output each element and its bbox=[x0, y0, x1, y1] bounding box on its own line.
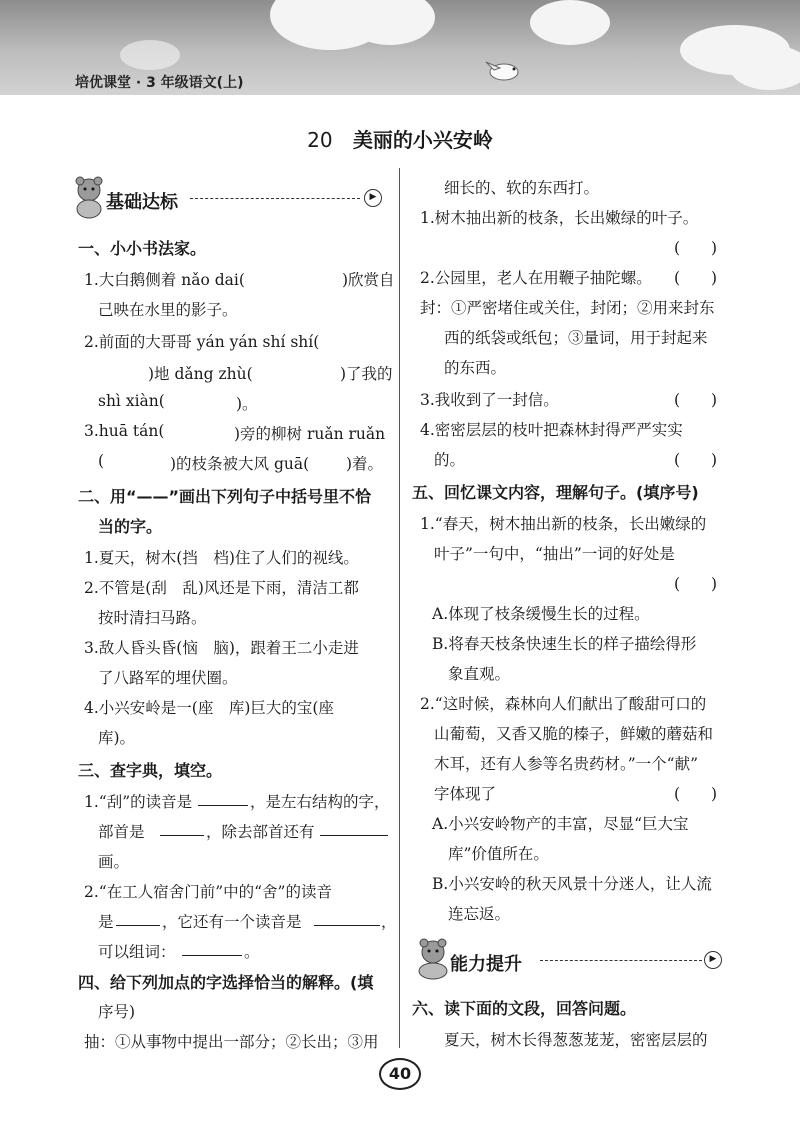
bird-icon bbox=[484, 56, 524, 84]
section-2-title: 二、用“——”画出下列句子中括号里不恰 bbox=[78, 487, 372, 506]
bear-mascot-icon bbox=[72, 176, 106, 220]
column-divider bbox=[399, 168, 400, 1048]
book-title: 培优课堂 · 3 年级语文(上) bbox=[75, 75, 244, 91]
cloud-decoration bbox=[530, 0, 610, 45]
section-5-title: 五、回忆课文内容，理解句子。(填序号) bbox=[412, 483, 699, 502]
page-number: 40 bbox=[379, 1058, 421, 1090]
q3-1-start: 1.“刮”的读音是 bbox=[84, 793, 193, 811]
q1-3-mid: )旁的柳树 ruǎn ruǎn bbox=[234, 425, 386, 443]
q2-3: 3.敌人昏头昏(恼 脑)，跟着王二小走进 bbox=[84, 639, 359, 657]
cloud-decoration bbox=[120, 40, 180, 70]
q1-1-cont: 己映在水里的影子。 bbox=[98, 301, 238, 319]
answer-blank[interactable] bbox=[320, 822, 388, 836]
q5-2-option-a-cont: 库”价值所在。 bbox=[448, 845, 549, 863]
q2-2: 2.不管是(刮 乱)风还是下雨，清洁工都 bbox=[84, 579, 359, 597]
section-2-title-cont: 当的字。 bbox=[98, 517, 163, 536]
lesson-number: 20 bbox=[307, 128, 333, 152]
reading-passage: 夏天，树木长得葱葱茏茏，密密层层的 bbox=[444, 1031, 708, 1049]
q3-1-cont: 部首是 bbox=[98, 823, 145, 841]
answer-bracket[interactable]: ( ) bbox=[674, 785, 718, 803]
q5-1: 1.“春天，树木抽出新的枝条，长出嫩绿的 bbox=[420, 515, 707, 533]
answer-bracket[interactable]: ( ) bbox=[674, 451, 718, 469]
banner-label: 能力提升 bbox=[450, 954, 522, 975]
q5-2: 2.“这时候，森林向人们献出了酸甜可口的 bbox=[420, 695, 707, 713]
q1-2-start: 2.前面的大哥哥 yán yán shí shí( bbox=[84, 333, 320, 351]
q2-4-cont: 库)。 bbox=[98, 729, 136, 747]
lesson-name: 美丽的小兴安岭 bbox=[352, 128, 493, 152]
answer-blank[interactable] bbox=[116, 912, 160, 926]
page-header bbox=[0, 0, 800, 95]
q5-2-option-b: B.小兴安岭的秋天风景十分迷人，让人流 bbox=[432, 875, 712, 893]
bear-mascot-icon bbox=[416, 938, 450, 982]
def-chou: 抽：①从事物中提出一部分；②长出；③用 bbox=[84, 1033, 379, 1051]
basic-banner bbox=[72, 176, 384, 222]
answer-bracket[interactable]: ( ) bbox=[674, 269, 718, 287]
q4-4-cont: 的。 bbox=[434, 451, 466, 469]
section-6-title: 六、读下面的文段，回答问题。 bbox=[412, 999, 637, 1018]
q5-1-option-b: B.将春天枝条快速生长的样子描绘得形 bbox=[432, 635, 697, 653]
banner-label: 基础达标 bbox=[106, 192, 178, 213]
section-3-title: 三、查字典，填空。 bbox=[78, 761, 223, 780]
q1-2-end: shì xiàn( bbox=[98, 392, 165, 410]
q5-2-option-b-cont: 连忘返。 bbox=[448, 905, 511, 923]
banner-dash bbox=[540, 960, 702, 961]
q3-1-mid: ，是左右结构的字， bbox=[250, 793, 390, 811]
answer-blank[interactable] bbox=[160, 822, 204, 836]
def-feng-cont: 西的纸袋或纸包；③量词，用于封起来 bbox=[444, 329, 708, 347]
def-feng: 封：①严密堵住或关住，封闭；②用来封东 bbox=[420, 299, 715, 317]
q1-3-start: 3.huā tán( bbox=[84, 422, 165, 440]
q3-2-start: 2.“在工人宿舍门前”中的“舍”的读音 bbox=[84, 883, 332, 901]
q2-2-cont: 按时清扫马路。 bbox=[98, 609, 207, 627]
q4-4: 4.密密层层的枝叶把森林封得严严实实 bbox=[420, 421, 683, 439]
q1-3-mid2: )的枝条被大风 guā( bbox=[170, 455, 310, 473]
q3-2-comma: ， bbox=[381, 913, 397, 931]
play-icon: ▶ bbox=[364, 189, 382, 207]
q1-3-end: )着。 bbox=[346, 455, 384, 473]
ability-banner bbox=[416, 938, 726, 984]
q3-1-mid2: ，除去部首还有 bbox=[206, 823, 315, 841]
q5-2-line3: 木耳，还有人参等名贵药材。”一个“献” bbox=[434, 755, 699, 773]
def-chou-cont: 细长的、软的东西打。 bbox=[444, 179, 600, 197]
section-4-title: 四、给下列加点的字选择恰当的解释。(填 bbox=[78, 973, 374, 992]
q4-3: 3.我收到了一封信。 bbox=[420, 391, 559, 409]
q1-1-end: )欣赏自 bbox=[342, 271, 395, 289]
q2-4: 4.小兴安岭是一(座 库)巨大的宝(座 bbox=[84, 699, 334, 717]
q5-2-line4: 字体现了 bbox=[434, 785, 497, 803]
q2-1: 1.夏天，树木(挡 档)住了人们的视线。 bbox=[84, 549, 359, 567]
q5-2-option-a: A.小兴安岭物产的丰富，尽显“巨大宝 bbox=[432, 815, 689, 833]
answer-bracket[interactable]: ( ) bbox=[674, 391, 718, 409]
q3-2-mid: ，它还有一个读音是 bbox=[162, 913, 302, 931]
play-icon: ▶ bbox=[704, 951, 722, 969]
section-1-title: 一、小小书法家。 bbox=[78, 239, 207, 258]
section-4-title-cont: 序号) bbox=[98, 1003, 136, 1021]
q3-2-cont: 是 bbox=[98, 913, 114, 931]
def-feng-end: 的东西。 bbox=[444, 359, 507, 377]
q1-2-end2: )。 bbox=[236, 395, 258, 413]
lesson-title bbox=[0, 124, 800, 153]
q4-2: 2.公园里，老人在用鞭子抽陀螺。 bbox=[420, 269, 652, 287]
q5-2-line2: 山葡萄，又香又脆的榛子，鲜嫩的蘑菇和 bbox=[434, 725, 714, 743]
q3-1-end: 画。 bbox=[98, 853, 130, 871]
q5-1-option-b-cont: 象直观。 bbox=[448, 665, 511, 683]
answer-bracket[interactable]: ( ) bbox=[674, 575, 718, 593]
q5-1-option-a: A.体现了枝条缓慢生长的过程。 bbox=[432, 605, 650, 623]
answer-bracket[interactable]: ( ) bbox=[674, 239, 718, 257]
q1-1-start: 1.大白鹅侧着 nǎo dai( bbox=[84, 271, 245, 289]
banner-dash bbox=[190, 198, 360, 199]
q4-1: 1.树木抽出新的枝条，长出嫩绿的叶子。 bbox=[420, 209, 699, 227]
answer-blank[interactable] bbox=[314, 912, 380, 926]
q1-2-mid2: )了我的 bbox=[340, 365, 393, 383]
q3-2-period: 。 bbox=[244, 943, 260, 961]
q1-3-open: ( bbox=[98, 452, 105, 470]
q1-2-mid: )地 dǎng zhù( bbox=[148, 365, 253, 383]
q3-2-end: 可以组词： bbox=[98, 943, 176, 961]
answer-blank[interactable] bbox=[198, 792, 248, 806]
cloud-decoration bbox=[730, 45, 800, 90]
q5-1-cont: 叶子”一句中，“抽出”一词的好处是 bbox=[434, 545, 675, 563]
q2-3-cont: 了八路军的埋伏圈。 bbox=[98, 669, 238, 687]
answer-blank[interactable] bbox=[182, 942, 242, 956]
